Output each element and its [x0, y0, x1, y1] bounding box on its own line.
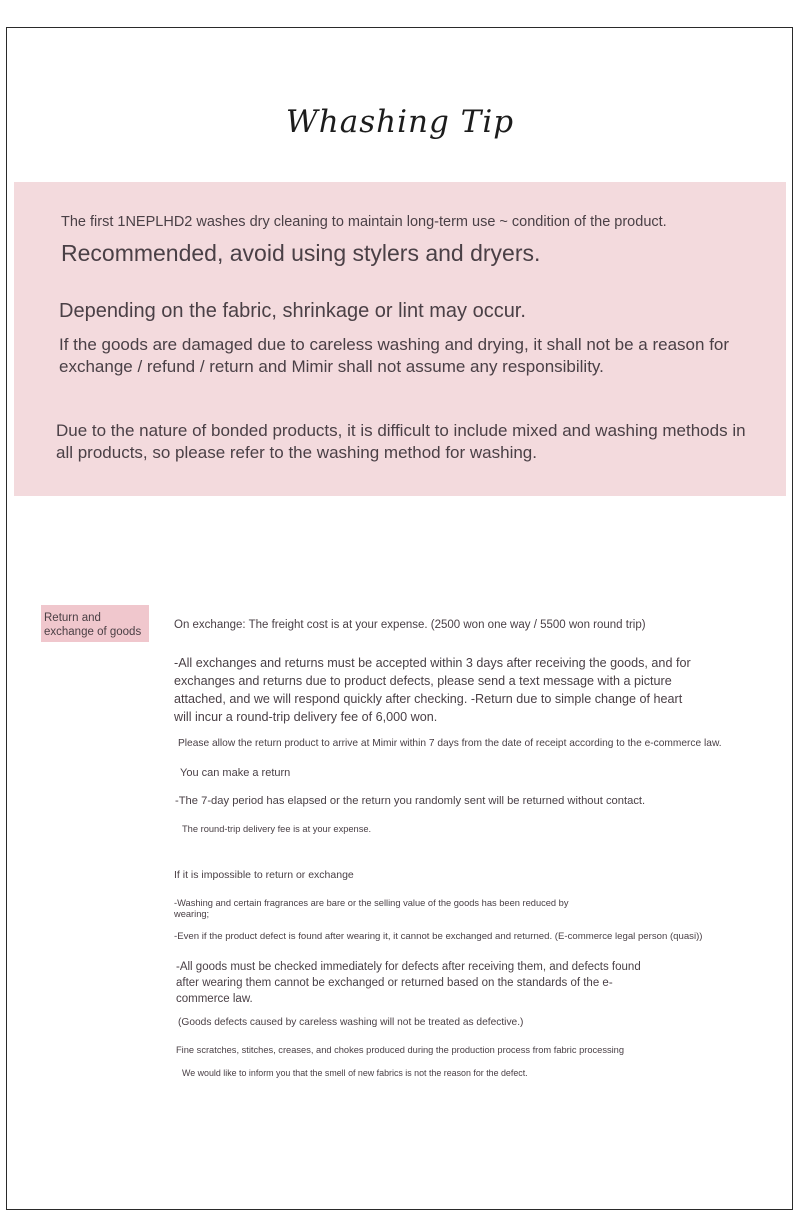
check-defects-text: -All goods must be checked immediately for defects after receiving them, and defects found after wearing them cannot be exchanged or returned based on the standards of the e-commerce law.: [176, 961, 641, 1005]
can-return-text: You can make a return: [180, 767, 291, 779]
return-arrival-text: Please allow the return product to arrive at Mimir within 7 days from the date of receipt according to the e-commerce law.: [178, 738, 722, 749]
care-line-shrinkage: Depending on the fabric, shrinkage or lint may occur.: [59, 300, 526, 322]
defect-after-wearing-text: -Even if the product defect is found after wearing it, it cannot be exchanged and returned. (E-commerce legal person (quasi)): [174, 931, 703, 942]
new-fabric-smell-text: We would like to inform you that the smell of new fabrics is not the reason for the defect.: [182, 1068, 528, 1078]
page-title: Whashing Tip: [285, 104, 515, 140]
care-line-bonded-products: Due to the nature of bonded products, it is difficult to include mixed and washing methods in all products, so please refer to the washing method for washing.: [56, 421, 746, 462]
round-trip-fee-text: The round-trip delivery fee is at your expense.: [182, 824, 372, 834]
washing-fragrance-text: -Washing and certain fragrances are bare or the selling value of the goods has been reduced by wearing;: [174, 898, 569, 919]
return-exchange-tag: Return and exchange of goods: [41, 605, 149, 642]
exchange-policy-text: -All exchanges and returns must be accepted within 3 days after receiving the goods, and for exchanges and returns due to product defects, please send a text message with a picture attached, and we will respond quickly after checking. -Return due to simple change of heart will incur a round-trip delivery fee of 6,000 won.: [174, 656, 691, 724]
period-elapsed-text: -The 7-day period has elapsed or the return you randomly sent will be returned without contact.: [175, 795, 646, 807]
freight-cost-text: On exchange: The freight cost is at your expense. (2500 won one way / 5500 won round trip): [174, 619, 646, 631]
care-line-recommendation: Recommended, avoid using stylers and dryers.: [61, 240, 541, 266]
care-line-dry-cleaning: The first 1NEPLHD2 washes dry cleaning to maintain long-term use ~ condition of the product.: [61, 214, 667, 230]
careless-washing-text: (Goods defects caused by careless washing will not be treated as defective.): [178, 1017, 524, 1028]
impossible-return-heading: If it is impossible to return or exchange: [174, 869, 354, 881]
fine-scratches-text: Fine scratches, stitches, creases, and chokes produced during the production process from fabric processing: [176, 1045, 625, 1055]
care-notice-panel: [14, 182, 786, 496]
care-line-responsibility: If the goods are damaged due to careless washing and drying, it shall not be a reason for exchange / refund / return and Mimir shall not assume any responsibility.: [59, 335, 730, 376]
